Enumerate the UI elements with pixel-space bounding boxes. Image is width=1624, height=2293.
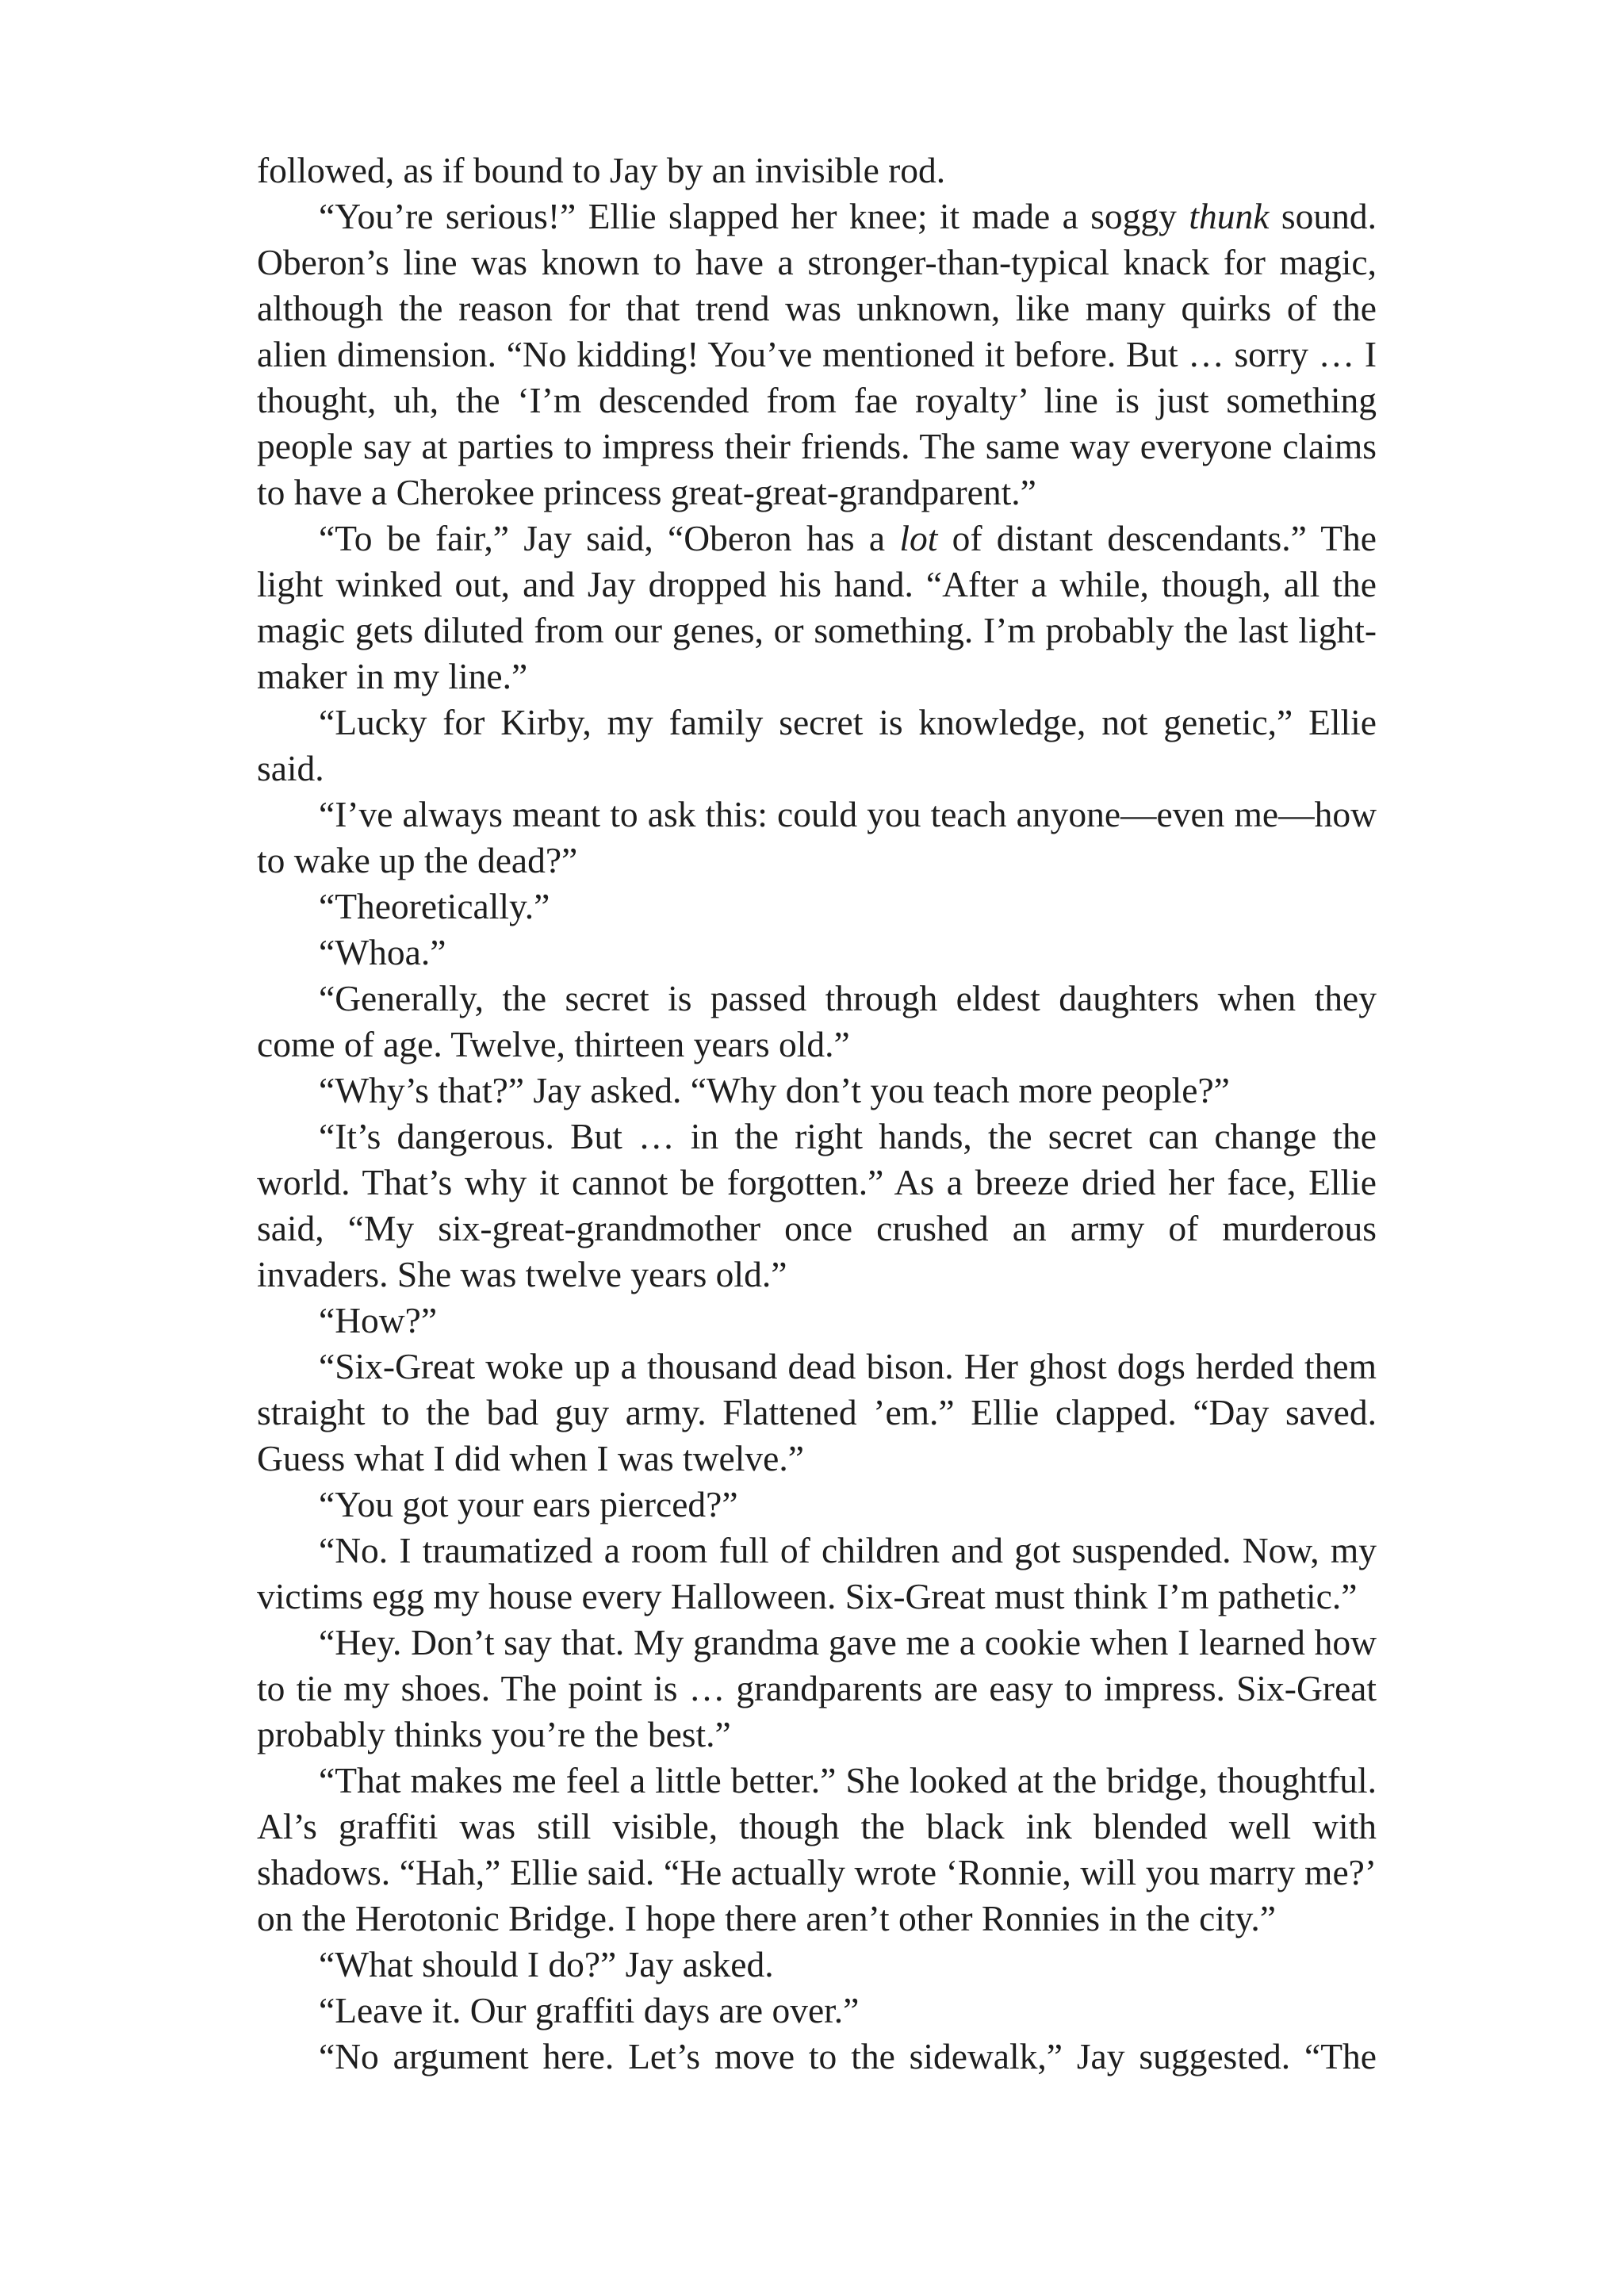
paragraph: “You’re serious!” Ellie slapped her knee; it made a soggy thunk sound. Oberon’s line was known to have a stronger-than-typical knack for magic, although the reason for that trend was unknown, like many quirks of the alien dimension. “No kidding! You’ve mentioned it before. But … sorry … I thought, uh, the ‘I’m descended from fae royalty’ line is just something people say at parties to impress their friends. The same way everyone claims to have a Cherokee princess great-great-grandparent.” <box>257 196 1377 512</box>
emphasis: thunk <box>1189 196 1270 236</box>
paragraph: “To be fair,” Jay said, “Oberon has a lot of distant descendants.” The light winked out, and Jay dropped his hand. “After a while, though, all the magic gets diluted from our genes, or something. I’m probably the last light-maker in my line.” <box>257 518 1377 696</box>
paragraph: “How?” <box>319 1300 438 1340</box>
paragraph: “Theoretically.” <box>319 886 550 926</box>
paragraph: “It’s dangerous. But … in the right hands, the secret can change the world. That’s why it cannot be forgotten.” As a breeze dried her face, Ellie said, “My six-great-grandmother once crushed an army of murderous invaders. She was twelve years old.” <box>257 1116 1377 1294</box>
paragraph: “I’ve always meant to ask this: could you teach anyone—even me—how to wake up the dead?” <box>257 794 1377 880</box>
emphasis: lot <box>899 518 938 558</box>
paragraph: “Leave it. Our graffiti days are over.” <box>319 1990 860 2030</box>
paragraph: “What should I do?” Jay asked. <box>319 1944 774 1984</box>
paragraph: “That makes me feel a little better.” She looked at the bridge, thoughtful. Al’s graffiti was still visible, though the black ink blended well with shadows. “Hah,” Ellie said. “He actually wrote ‘Ronnie, will you marry me?’ on the Herotonic Bridge. I hope there aren’t other Ronnies in the city.” <box>257 1760 1377 1938</box>
paragraph: “Hey. Don’t say that. My grandma gave me a cookie when I learned how to tie my shoes. The point is … grandparents are easy to impress. Six-Great probably thinks you’re the best.” <box>257 1622 1377 1754</box>
paragraph: “No. I traumatized a room full of children and got suspended. Now, my victims egg my house every Halloween. Six-Great must think I’m pathetic.” <box>257 1530 1377 1616</box>
paragraph: “Generally, the secret is passed through eldest daughters when they come of age. Twelve, thirteen years old.” <box>257 978 1377 1064</box>
paragraph: “You got your ears pierced?” <box>319 1484 738 1524</box>
paragraph: “Why’s that?” Jay asked. “Why don’t you teach more people?” <box>319 1070 1230 1110</box>
paragraph: “Whoa.” <box>319 932 446 972</box>
paragraph: “No argument here. Let’s move to the sidewalk,” Jay suggested. “The <box>319 2036 1377 2076</box>
paragraph: followed, as if bound to Jay by an invisible rod. <box>257 150 946 190</box>
paragraph: “Lucky for Kirby, my family secret is knowledge, not genetic,” Ellie said. <box>257 702 1377 788</box>
paragraph: “Six-Great woke up a thousand dead bison. Her ghost dogs herded them straight to the bad guy army. Flattened ’em.” Ellie clapped. “Day saved. Guess what I did when I was twelve.” <box>257 1346 1377 1478</box>
book-page <box>257 148 1377 2080</box>
